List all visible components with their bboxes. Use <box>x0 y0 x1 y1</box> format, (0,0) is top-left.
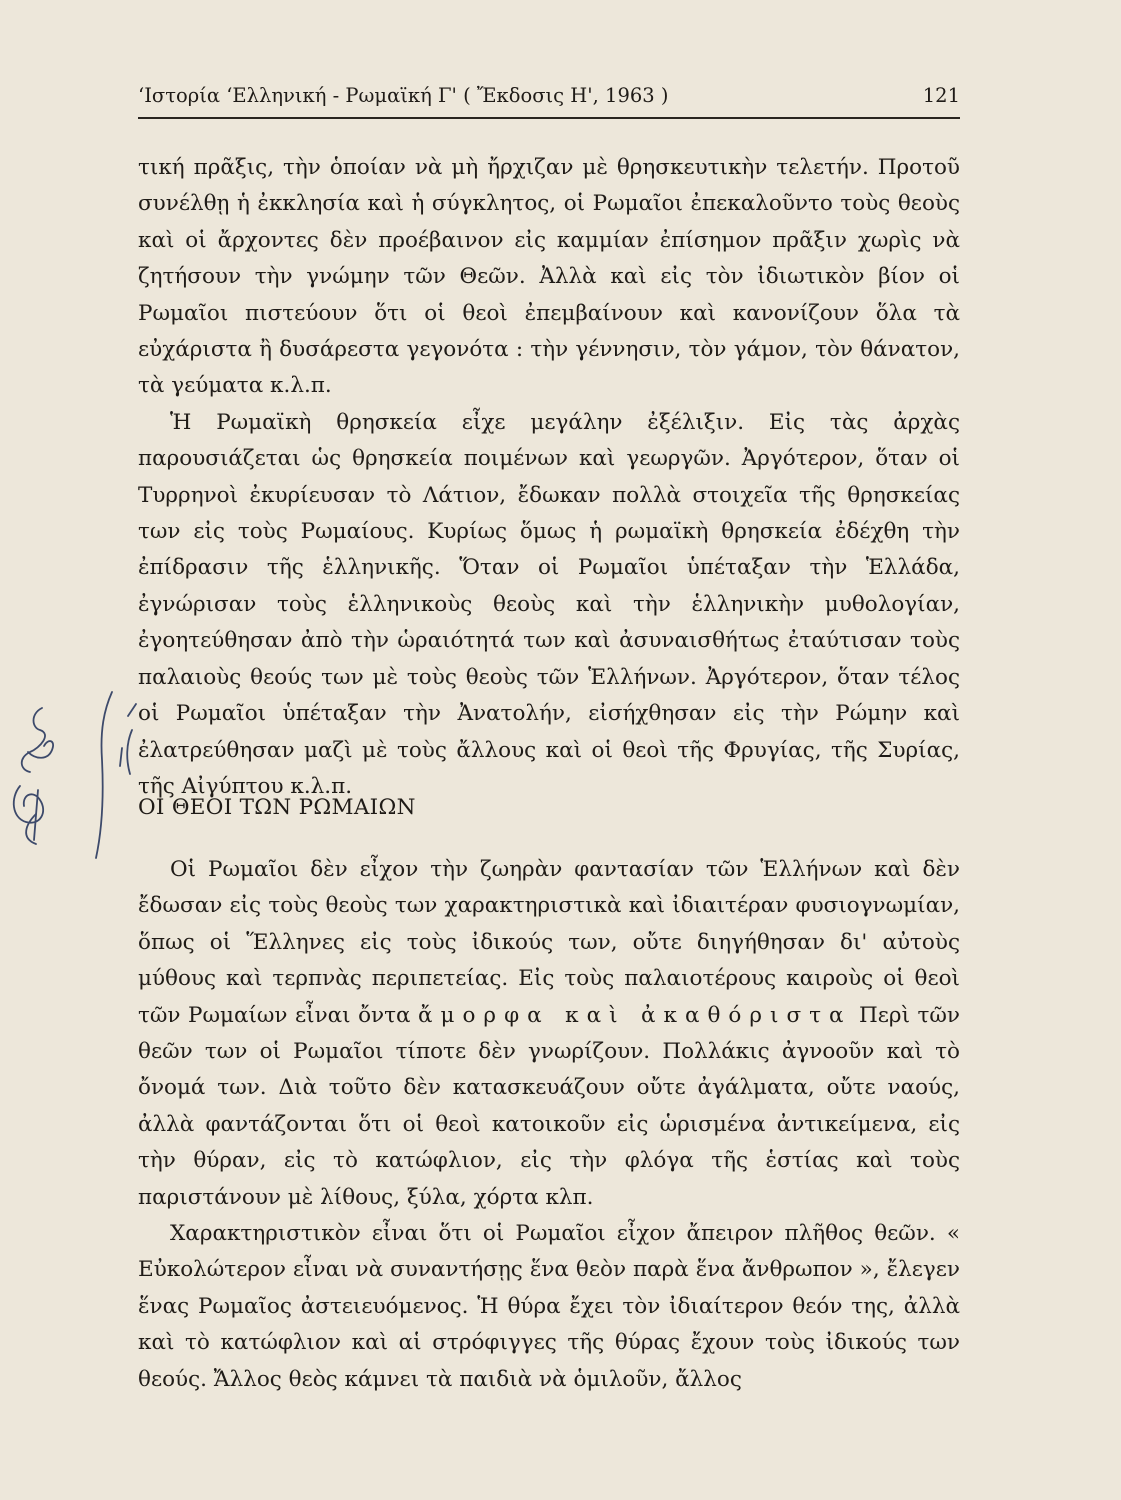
paragraph-3 <box>138 852 960 1216</box>
page-number: 121 <box>922 84 960 107</box>
section-1-text <box>138 150 960 805</box>
running-header <box>138 80 960 114</box>
handwritten-margin-mark <box>0 690 140 870</box>
running-title: ‘Ιστορία ‘Ελληνική - Ρωμαϊκή Γ' ( Ἔκδοσις Η', 1963 ) <box>138 84 669 107</box>
paragraph-3-end: Περὶ τῶν θεῶν των οἱ Ρωμαῖοι τίποτε δὲν γνωρίζουν. Πολλάκις ἀγνοοῦν καὶ τὸ ὄνομά των. Διὰ τοῦτο δὲν κατασκευάζουν οὔτε ἀγάλματα, οὔτε ναούς, ἀλλὰ φαντάζονται ὅτι οἱ θεοὶ κατοικοῦν εἰς ὡρισμένα ἀντικείμενα, εἰς τὴν θύραν, εἰς τὸ κατώφλιον, εἰς τὴν φλόγα τῆς ἑστίας καὶ τοὺς παριστάνουν μὲ λίθους, ξύλα, χόρτα κλπ. <box>138 1002 960 1210</box>
paragraph-4: Χαρακτηριστικὸν εἶναι ὅτι οἱ Ρωμαῖοι εἶχον ἄπειρον πλῆθος θεῶν. « Εὐκολώτερον εἶναι νὰ συναντήσῃς ἕνα θεὸν παρὰ ἕνα ἄνθρωπον », ἔλεγεν ἕνας Ρωμαῖος ἀστειευόμενος. Ἡ θύρα ἔχει τὸν ἰδιαίτερον θεόν της, ἀλλὰ καὶ τὸ κατώφλιον καὶ αἱ στρόφιγγες τῆς θύρας ἔχουν τοὺς ἰδικούς των θεούς. Ἄλλος θεὸς κάμνει τὰ παιδιὰ νὰ ὁμιλοῦν, ἄλλος <box>138 1221 960 1392</box>
section-2-text <box>138 852 960 1398</box>
paragraph-3-start: Οἱ Ρωμαῖοι δὲν εἶχον τὴν ζωηρὰν φαντασίαν τῶν Ἑλλήνων καὶ δὲν ἔδωσαν εἰς τοὺς θεοὺς των χαρακτηριστικὰ καὶ ἰδιαιτέραν φυσιογνωμίαν, ὅπως οἱ Ἕλληνες εἰς τοὺς ἰδικούς των, οὔτε διηγήθησαν δι' αὐτοὺς μύθους καὶ τερπνὰς περιπετείας. Εἰς τοὺς παλαιοτέρους καιροὺς οἱ θεοὶ τῶν Ρωμαίων εἶναι ὄντα <box>138 857 960 1028</box>
paragraph-1: τική πρᾶξις, τὴν ὁποίαν νὰ μὴ ἤρχιζαν μὲ θρησκευτικὴν τελετήν. Προτοῦ συνέλθῃ ἡ ἐκκλησία καὶ ἡ σύγκλητος, οἱ Ρωμαῖοι ἐπεκαλοῦντο τοὺς θεοὺς καὶ οἱ ἄρχοντες δὲν προέβαινον εἰς καμμίαν ἐπίσημον πρᾶξιν χωρὶς νὰ ζητήσουν τὴν γνώμην τῶν Θεῶν. Ἀλλὰ καὶ εἰς τὸν ἰδιωτικὸν βίον οἱ Ρωμαῖοι πιστεύουν ὅτι οἱ θεοὶ ἐπεμβαίνουν καὶ κανονίζουν ὅλα τὰ εὐχάριστα ἢ δυσάρεστα γεγονότα : τὴν γέννησιν, τὸν γάμον, τὸν θάνατον, τὰ γεύματα κ.λ.π. <box>138 155 960 399</box>
spaced-emphasis: ἄμορφα καὶ ἀκαθόριστα <box>418 1002 852 1028</box>
header-rule <box>138 117 960 119</box>
paragraph-2: Ἡ Ρωμαϊκὴ θρησκεία εἶχε μεγάλην ἐξέλιξιν. Εἰς τὰς ἀρχὰς παρουσιάζεται ὡς θρησκεία ποιμένων καὶ γεωργῶν. Ἀργότερον, ὅταν οἱ Τυρρηνοὶ ἐκυρίευσαν τὸ Λάτιον, ἔδωκαν πολλὰ στοιχεῖα τῆς θρησκείας των εἰς τοὺς Ρωμαίους. Κυρίως ὅμως ἡ ρωμαϊκὴ θρησκεία ἐδέχθη τὴν ἐπίδρασιν τῆς ἑλληνικῆς. Ὅταν οἱ Ρωμαῖοι ὑπέταξαν τὴν Ἑλλάδα, ἐγνώρισαν τοὺς ἑλληνικοὺς θεοὺς καὶ τὴν ἑλληνικὴν μυθολογίαν, ἐγοητεύθησαν ἀπὸ τὴν ὡραιότητά των καὶ ἀσυναισθήτως ἐταύτισαν τοὺς παλαιοὺς θεούς των μὲ τοὺς θεοὺς τῶν Ἑλλήνων. Ἀργότερον, ὅταν τέλος οἱ Ρωμαῖοι ὑπέταξαν τὴν Ἀνατολήν, εἰσήχθησαν εἰς τὴν Ρώμην καὶ ἐλατρεύθησαν μαζὶ μὲ τοὺς ἄλλους καὶ οἱ θεοὶ τῆς Φρυγίας, τῆς Συρίας, τῆς Αἰγύπτου κ.λ.π. <box>138 409 960 799</box>
section-heading: ΟΙ ΘΕΟΙ ΤΩΝ ΡΩΜΑΙΩΝ <box>138 795 416 820</box>
